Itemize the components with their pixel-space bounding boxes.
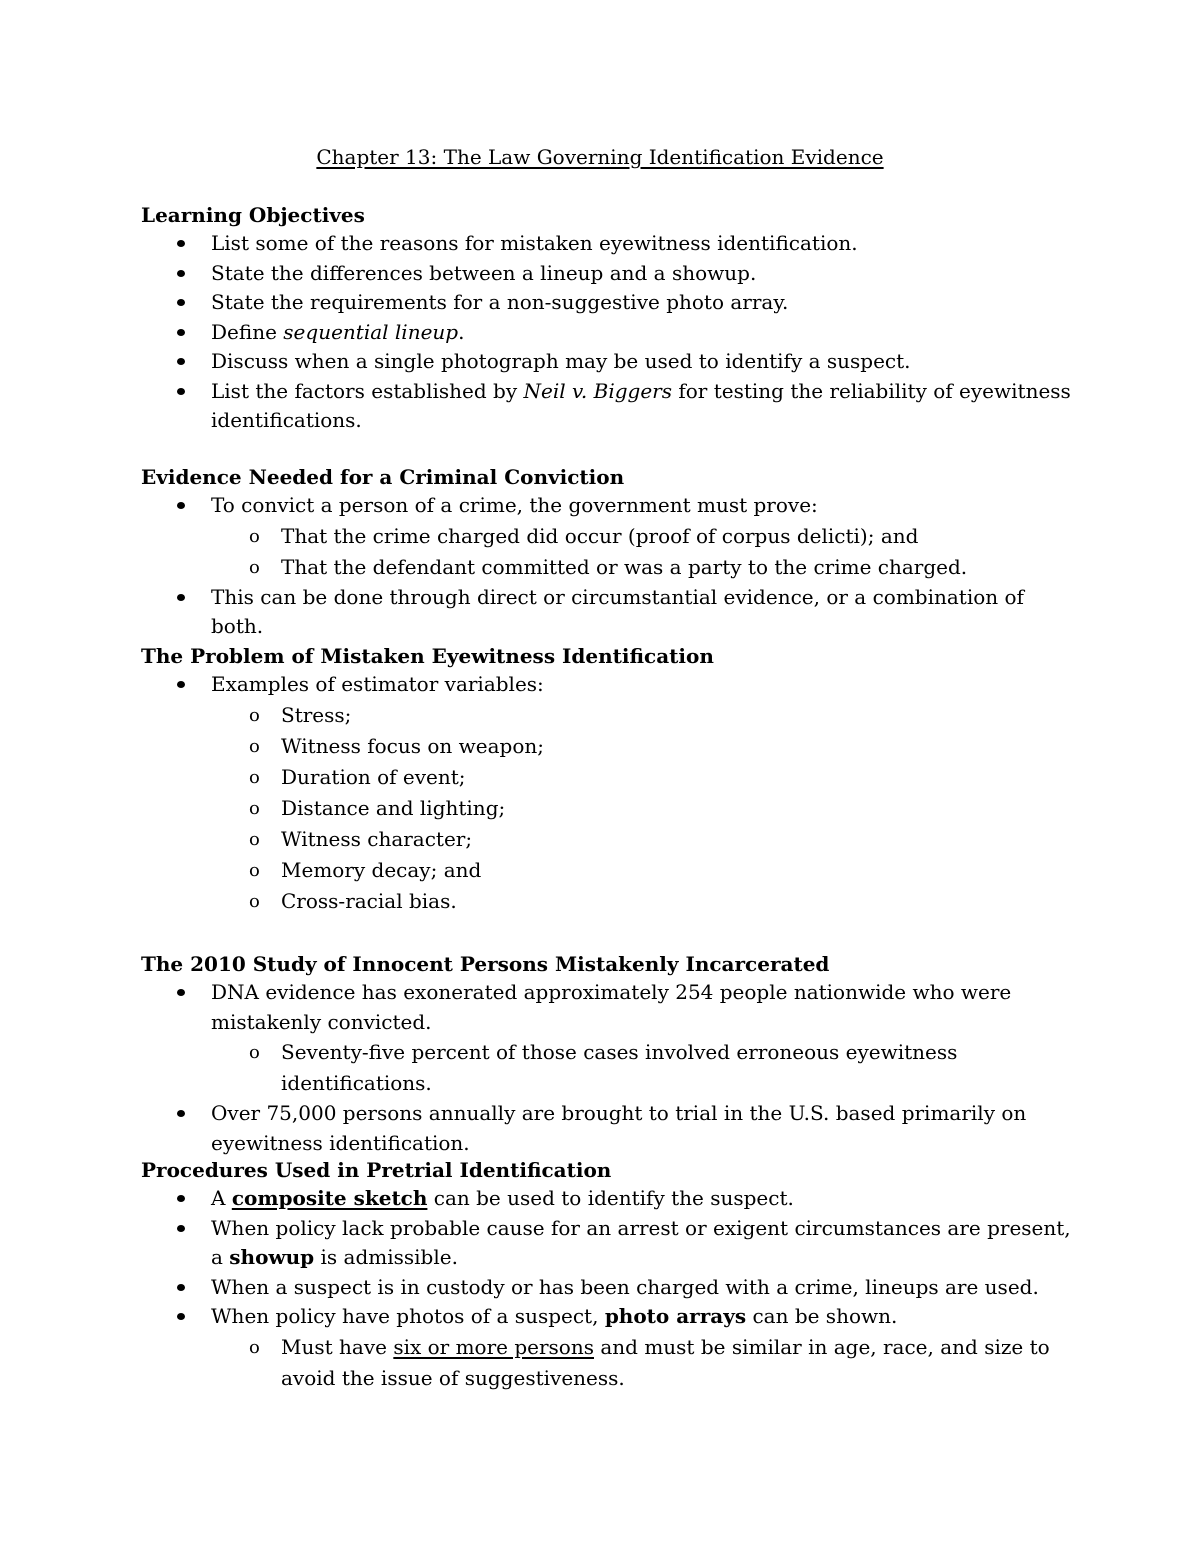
circle-bullet-icon: o bbox=[249, 766, 260, 788]
bullet-list bbox=[141, 670, 1081, 917]
circle-bullet-icon: o bbox=[249, 890, 260, 912]
bullet-icon bbox=[177, 1225, 185, 1232]
bullet-icon bbox=[177, 989, 185, 996]
sub-list bbox=[211, 1332, 1081, 1394]
key-term: composite sketch bbox=[231, 1186, 428, 1210]
list-item: When policy have photos of a suspect, photo arrays can be shown. o Must have six or more persons and must be similar in age, race, and size to avoid the issue of suggestiveness. bbox=[141, 1302, 1081, 1394]
list-item: Examples of estimator variables: o Stress; o Witness focus on weapon; o Duration of event; o Distance and lighting; o Witness character; o Memory decay; and o Cross-racial bias. bbox=[141, 670, 1081, 917]
sub-list-item: o Distance and lighting; bbox=[211, 793, 1081, 824]
bullet-icon bbox=[177, 240, 185, 247]
list-item: State the requirements for a non-suggestive photo array. bbox=[141, 288, 1081, 318]
sub-list-item: o Must have six or more persons and must be similar in age, race, and size to avoid the issue of suggestiveness. bbox=[211, 1332, 1081, 1394]
sub-list-item: o Stress; bbox=[211, 700, 1081, 731]
bullet-icon bbox=[177, 329, 185, 336]
section-heading: The 2010 Study of Innocent Persons Mistakenly Incarcerated bbox=[141, 952, 830, 976]
bullet-icon bbox=[177, 1284, 185, 1291]
section-evidence-needed bbox=[141, 463, 1081, 642]
circle-bullet-icon: o bbox=[249, 828, 260, 850]
list-item: When policy lack probable cause for an arrest or exigent circumstances are present, a showup is admissible. bbox=[141, 1214, 1081, 1273]
bullet-icon bbox=[177, 681, 185, 688]
section-heading: Procedures Used in Pretrial Identification bbox=[141, 1158, 612, 1182]
circle-bullet-icon: o bbox=[249, 525, 260, 547]
sub-list-item: o Witness focus on weapon; bbox=[211, 731, 1081, 762]
section-pretrial-procedures bbox=[141, 1156, 1081, 1394]
bullet-icon bbox=[177, 502, 185, 509]
bullet-icon bbox=[177, 299, 185, 306]
list-item: A composite sketch can be used to identify the suspect. bbox=[141, 1184, 1081, 1214]
circle-bullet-icon: o bbox=[249, 797, 260, 819]
sub-list-item: o That the crime charged did occur (proof of corpus delicti); and bbox=[211, 521, 1081, 552]
list-item: State the differences between a lineup and a showup. bbox=[141, 259, 1081, 289]
bullet-icon bbox=[177, 270, 185, 277]
sub-list-item: o Seventy-five percent of those cases involved erroneous eyewitness identifications. bbox=[211, 1037, 1081, 1099]
bullet-list bbox=[141, 229, 1081, 436]
sub-list-item: o Cross-racial bias. bbox=[211, 886, 1081, 917]
sub-list bbox=[211, 700, 1081, 917]
section-heading: Learning Objectives bbox=[141, 203, 365, 227]
sub-list bbox=[211, 521, 1081, 583]
section-heading: Evidence Needed for a Criminal Conviction bbox=[141, 465, 625, 489]
circle-bullet-icon: o bbox=[249, 859, 260, 881]
case-name: Neil v. Biggers bbox=[523, 378, 672, 403]
bullet-list bbox=[141, 978, 1081, 1158]
underlined-term: six or more persons bbox=[393, 1334, 594, 1359]
bullet-icon bbox=[177, 388, 185, 395]
circle-bullet-icon: o bbox=[249, 1042, 260, 1063]
sub-list-item: o Witness character; bbox=[211, 824, 1081, 855]
bullet-list bbox=[141, 1184, 1081, 1394]
circle-bullet-icon: o bbox=[249, 704, 260, 726]
bullet-icon bbox=[177, 1195, 185, 1202]
sub-list bbox=[211, 1037, 1081, 1099]
sub-list-item: o That the defendant committed or was a party to the crime charged. bbox=[211, 552, 1081, 583]
section-2010-study bbox=[141, 950, 1081, 1158]
emphasis: sequential lineup bbox=[283, 319, 459, 344]
list-item: This can be done through direct or circumstantial evidence, or a combination of both. bbox=[141, 583, 1081, 642]
bullet-icon bbox=[177, 358, 185, 365]
list-item: Over 75,000 persons annually are brought to trial in the U.S. based primarily on eyewitness identification. bbox=[141, 1099, 1081, 1158]
bullet-icon bbox=[177, 1110, 185, 1117]
section-heading: The Problem of Mistaken Eyewitness Identification bbox=[141, 644, 714, 668]
sub-list-item: o Memory decay; and bbox=[211, 855, 1081, 886]
circle-bullet-icon: o bbox=[249, 735, 260, 757]
sub-list-item: o Duration of event; bbox=[211, 762, 1081, 793]
bullet-icon bbox=[177, 1313, 185, 1320]
bullet-list bbox=[141, 491, 1081, 642]
circle-bullet-icon: o bbox=[249, 556, 260, 578]
list-item: Discuss when a single photograph may be used to identify a suspect. bbox=[141, 347, 1081, 377]
list-item: To convict a person of a crime, the government must prove: o That the crime charged did occur (proof of corpus delicti); and o That the defendant committed or was a party to the crime charged. bbox=[141, 491, 1081, 583]
circle-bullet-icon: o bbox=[249, 1336, 260, 1358]
list-item: List some of the reasons for mistaken eyewitness identification. bbox=[141, 229, 1081, 259]
section-mistaken-identification bbox=[141, 642, 1081, 917]
key-term: showup bbox=[229, 1245, 315, 1269]
list-item: List the factors established by Neil v. Biggers for testing the reliability of eyewitness identifications. bbox=[141, 377, 1081, 436]
list-item: Define sequential lineup. bbox=[141, 318, 1081, 348]
bullet-icon bbox=[177, 594, 185, 601]
key-term: photo arrays bbox=[604, 1304, 747, 1328]
list-item: When a suspect is in custody or has been charged with a crime, lineups are used. bbox=[141, 1273, 1081, 1303]
page-title: Chapter 13: The Law Governing Identification Evidence bbox=[316, 145, 884, 169]
section-learning-objectives bbox=[141, 201, 1081, 436]
list-item: DNA evidence has exonerated approximately 254 people nationwide who were mistakenly convicted. o Seventy-five percent of those cases involved erroneous eyewitness identifications. bbox=[141, 978, 1081, 1099]
